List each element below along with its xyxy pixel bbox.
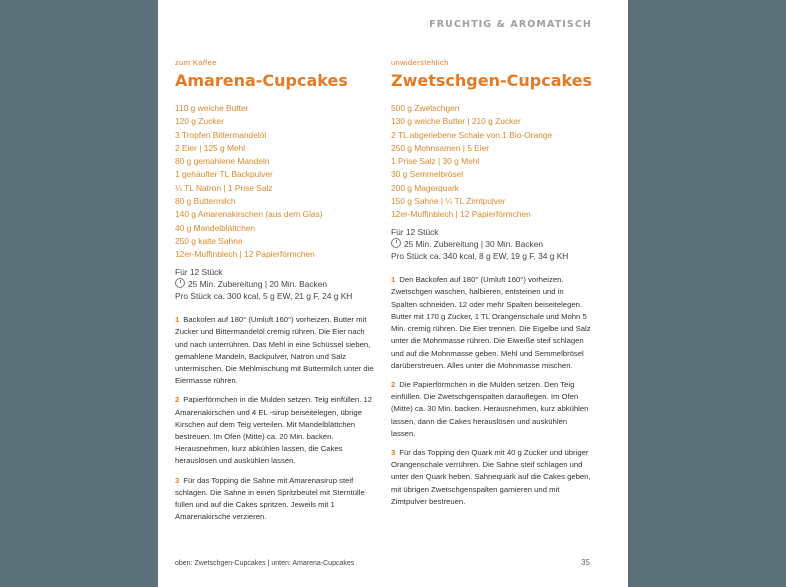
- step-text: Backofen auf 180° (Umluft 160°) vorheizen. Butter mit Zucker und Bittermandelöl cremig rühren. Die Eier nach und nach unterrühren. Das Mehl in eine Schüssel sieben, gemahlene Mandeln, Backpulver, Natron und Salz untermischen. Die Mehlmischung mit Buttermilch unter die Eiermasse rühren.: [175, 315, 374, 386]
- recipe-step: [391, 379, 591, 440]
- ingredient-item: 40 g Mandelblättchen: [175, 222, 256, 233]
- step-number: 1: [175, 315, 180, 325]
- step-text: Die Papierförmchen in die Mulden setzen. Den Teig einfüllen. Die Zwetschgenspalten darauflegen. Im Ofen (Mitte) ca. 30 Min. backen. Herausnehmen, kurz abkühlen lassen, dann die Cakes herauslösen und auskühlen lassen.: [391, 379, 589, 438]
- section-header: FRUCHTIG & AROMATISCH: [429, 19, 592, 30]
- ingredient-item: 80 g gemahlene Mandeln: [175, 156, 270, 167]
- ingredient-item: 140 g Amarenakirschen (aus dem Glas): [175, 209, 323, 220]
- clock-icon: [391, 238, 401, 248]
- step-number: 1: [391, 275, 396, 285]
- ingredient-item: 120 g Zucker: [175, 116, 224, 127]
- ingredient-item: 2 Eier | 125 g Mehl: [175, 142, 246, 153]
- step-text: Papierförmchen in die Mulden setzen. Teig einfüllen. 12 Amarenakirschen und 4 EL -sirup beiseitelegen, übrige Kirschen auf dem Teig verteilen. Mit Mandelblättchen bestreuen. Im Ofen (Mitte) ca. 20 Min. backen. Herausnehmen, kurz abkühlen lassen, die Cakes herauslösen und auskühlen lassen.: [175, 395, 373, 466]
- recipe-nutrition: Pro Stück ca. 340 kcal, 8 g EW, 19 g F, 34 g KH: [391, 251, 569, 262]
- book-page: [158, 0, 628, 587]
- step-text: Für das Topping den Quark mit 40 g Zucker und übriger Orangenschale verrühren. Die Sahne steif schlagen und unter den Quark heben. Sahnequark auf die Cakes geben, mit übrigen Zwetschgenspalten garnieren und mit Zimtpulver bestreuen.: [391, 447, 591, 506]
- page-number: 35: [581, 558, 590, 567]
- recipe-yield: Für 12 Stück: [391, 226, 439, 237]
- step-number: 2: [175, 395, 180, 405]
- recipe-yield: Für 12 Stück: [175, 266, 223, 277]
- ingredient-list: [391, 102, 591, 222]
- step-text: Für das Topping die Sahne mit Amarenasirup steif schlagen. Die Sahne in einen Spritzbeutel mit Sterntülle füllen und auf die Cakes spritzen. Jeweils mit 1 Amarenakirsche verzieren.: [175, 475, 365, 522]
- ingredient-item: 3 Tropfen Bittermandelöl: [175, 129, 267, 140]
- ingredient-item: ¼ TL Natron | 1 Prise Salz: [175, 182, 273, 193]
- step-number: 2: [391, 379, 396, 389]
- ingredient-item: 80 g Buttermilch: [175, 196, 236, 207]
- ingredient-item: 250 g kalte Sahne: [175, 235, 243, 246]
- ingredient-item: 12er-Muffinblech | 12 Papierförmchen: [175, 249, 315, 260]
- recipe-step: [175, 314, 375, 387]
- recipe-step: [175, 394, 375, 467]
- recipe-time: 25 Min. Zubereitung | 30 Min. Backen: [404, 238, 544, 249]
- recipe-steps: [175, 314, 375, 523]
- step-text: Den Backofen auf 180° (Umluft 160°) vorheizen. Zwetschgen waschen, halbieren, entsteinen und in Spalten schneiden. 12 oder mehr Spalten beiseitelegen. Butter mit 170 g Zucker, 1 TL Orangenschale und Mohn 5 Min. cremig rühren. Die Eier trennen. Die Eigelbe und Salz unter die Mohnmasse rühren. Die Eiweiße steif schlagen und auf die Mohnmasse geben. Mehl und Semmelbrösel darüberstreuen. Alles unter die Mohnmasse mischen.: [391, 275, 591, 370]
- ingredient-item: 150 g Sahne | ¼ TL Zimtpulver: [391, 196, 506, 207]
- recipe-time-row: [175, 278, 375, 290]
- ingredient-item: 250 g Mohnsamen | 5 Eier: [391, 142, 490, 153]
- ingredient-item: 30 g Semmelbrösel: [391, 169, 464, 180]
- ingredient-item: 1 gehäufter TL Backpulver: [175, 169, 273, 180]
- step-number: 3: [391, 447, 396, 457]
- recipe-step: [391, 274, 591, 372]
- recipe-amarena: [175, 58, 375, 530]
- recipe-step: [175, 475, 375, 524]
- ingredient-item: 1 Prise Salz | 30 g Mehl: [391, 156, 480, 167]
- step-number: 3: [175, 475, 180, 485]
- ingredient-item: 500 g Zwetschgen: [391, 103, 460, 113]
- recipe-meta: [175, 266, 375, 303]
- ingredient-item: 110 g weiche Butter: [175, 103, 249, 113]
- recipe-title: Zwetschgen-Cupcakes: [391, 71, 593, 90]
- recipe-zwetschgen: [391, 58, 591, 515]
- recipe-meta: [391, 226, 591, 263]
- ingredient-item: 130 g weiche Butter | 210 g Zucker: [391, 116, 521, 127]
- recipe-time: 25 Min. Zubereitung | 20 Min. Backen: [188, 278, 328, 289]
- recipe-kicker: unwiderstehlich: [391, 58, 449, 67]
- recipe-title: Amarena-Cupcakes: [175, 71, 348, 90]
- clock-icon: [175, 278, 185, 288]
- recipe-kicker: zum Kaffee: [175, 58, 217, 67]
- ingredient-item: 12er-Muffinblech | 12 Papierförmchen: [391, 209, 531, 220]
- ingredient-list: [175, 102, 375, 262]
- recipe-steps: [391, 274, 591, 508]
- recipe-step: [391, 447, 591, 508]
- recipe-nutrition: Pro Stück ca. 300 kcal, 5 g EW, 21 g F, 24 g KH: [175, 290, 353, 301]
- photo-caption: oben: Zwetschgen-Cupcakes | unten: Amarena-Cupcakes: [175, 560, 355, 567]
- ingredient-item: 2 TL abgeriebene Schale von 1 Bio-Orange: [391, 129, 553, 140]
- ingredient-item: 200 g Magerquark: [391, 182, 459, 193]
- recipe-time-row: [391, 238, 591, 250]
